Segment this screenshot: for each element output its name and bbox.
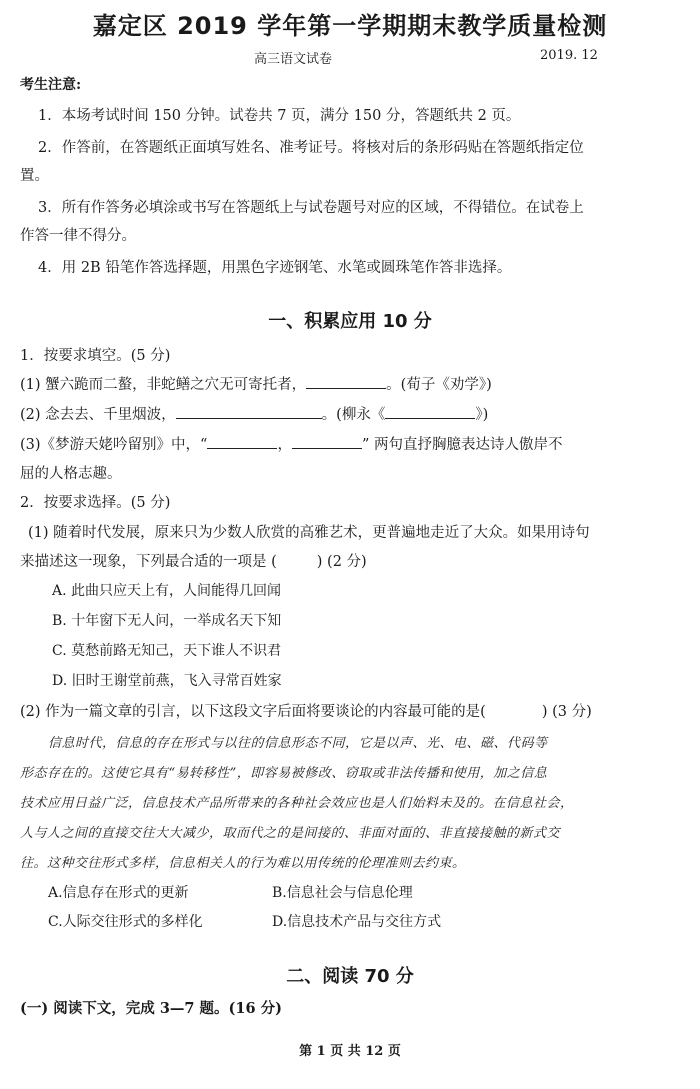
option-a: A.信息存在形式的更新	[48, 885, 189, 901]
answer-blank[interactable]	[306, 374, 386, 389]
notice-item-3-cont: 作答一律不得分。	[20, 228, 136, 244]
question-1-1	[20, 373, 492, 394]
question-2-1-cont	[20, 550, 367, 571]
q1-2-source-end: 》)	[475, 407, 489, 423]
notice-item-4: 4．用 2B 铅笔作答选择题，用黑色字迹钢笔、水笔或圆珠笔作答非选择。	[38, 260, 512, 276]
option-a: A. 此曲只应天上有，人间能得几回闻	[52, 583, 282, 599]
q2-2-points: ) (3 分)	[541, 704, 592, 720]
passage-line-3: 技术应用日益广泛，信息技术产品所带来的各种社会效应也是人们始料未及的。在信息社会，	[20, 796, 574, 811]
q1-1-text: (1) 蟹六跪而二螯，非蛇鳝之穴无可寄托者，	[20, 377, 307, 393]
question-2-1: (1) 随着时代发展，原来只为少数人欣赏的高雅艺术，更普遍地走近了大众。如果用诗句	[28, 525, 590, 541]
option-d: D.信息技术产品与交往方式	[272, 914, 442, 930]
notice-item-1: 1．本场考试时间 150 分钟。试卷共 7 页，满分 150 分，答题纸共 2 页。	[38, 108, 521, 124]
question-1-3-cont: 屈的人格志趣。	[20, 466, 122, 482]
question-1-3	[20, 433, 562, 454]
q2-1-text: 来描述这一现象，下列最合适的一项是 (	[20, 554, 277, 570]
notice-item-3: 3．所有作答务必填涂或书写在答题纸上与试卷题号对应的区域，不得错位。在试卷上	[38, 200, 584, 216]
page-number: 第 1 页 共 12 页	[299, 1044, 401, 1059]
q1-3-comma: ，	[277, 437, 292, 453]
q1-1-source: 。(荀子《劝学》)	[386, 377, 492, 393]
option-d: D. 旧时王谢堂前燕，飞入寻常百姓家	[52, 673, 282, 689]
option-c: C.人际交往形式的多样化	[48, 914, 203, 930]
q1-3-text: (3)《梦游天姥吟留别》中，“	[20, 437, 208, 453]
answer-blank[interactable]	[292, 434, 362, 449]
notice-item-2-cont: 置。	[20, 168, 49, 184]
section-2-heading: 二、阅读 70 分	[286, 966, 414, 987]
section-2-subheading: (一) 阅读下文，完成 3—7 题。(16 分)	[20, 1000, 282, 1017]
answer-blank[interactable]	[385, 404, 475, 419]
question-2-2	[20, 700, 592, 721]
answer-blank[interactable]	[207, 434, 277, 449]
q1-2-source: 。(柳永《	[321, 407, 386, 423]
passage-line-4: 人与人之间的直接交往大大减少，取而代之的是间接的、非面对面的、非直接接触的新式交	[20, 826, 561, 841]
notice-item-2: 2．作答前，在答题纸正面填写姓名、准考证号。将核对后的条形码贴在答题纸指定位	[38, 140, 584, 156]
notice-heading: 考生注意:	[20, 77, 82, 93]
exam-title: 嘉定区 2019 学年第一学期期末教学质量检测	[92, 12, 608, 40]
q2-1-points: ) (2 分)	[316, 554, 367, 570]
option-b: B.信息社会与信息伦理	[272, 885, 413, 901]
section-1-heading: 一、积累应用 10 分	[268, 311, 432, 332]
passage-line-2: 形态存在的。这使它具有“易转移性”，即容易被修改、窃取或非法传播和使用，加之信息	[20, 766, 548, 781]
option-b: B. 十年窗下无人问，一举成名天下知	[52, 613, 282, 629]
option-c: C. 莫愁前路无知己，天下谁人不识君	[52, 643, 282, 659]
passage-line-1: 信息时代，信息的存在形式与以往的信息形态不同，它是以声、光、电、磁、代码等	[48, 736, 548, 751]
answer-blank[interactable]	[176, 404, 322, 419]
question-1-stem: 1．按要求填空。(5 分)	[20, 348, 171, 364]
q1-3-text-end: ” 两句直抒胸臆表达诗人傲岸不	[361, 437, 563, 453]
q2-2-text: (2) 作为一篇文章的引言，以下这段文字后面将要谈论的内容最可能的是(	[20, 704, 486, 720]
question-2-stem: 2．按要求选择。(5 分)	[20, 495, 171, 511]
passage-line-5: 往。这种交往形式多样，信息相关人的行为难以用传统的伦理准则去约束。	[20, 856, 466, 871]
exam-subtitle: 高三语文试卷	[254, 52, 333, 67]
exam-date: 2019. 12	[540, 48, 598, 63]
question-1-2	[20, 403, 488, 424]
q1-2-text: (2) 念去去、千里烟波，	[20, 407, 176, 423]
